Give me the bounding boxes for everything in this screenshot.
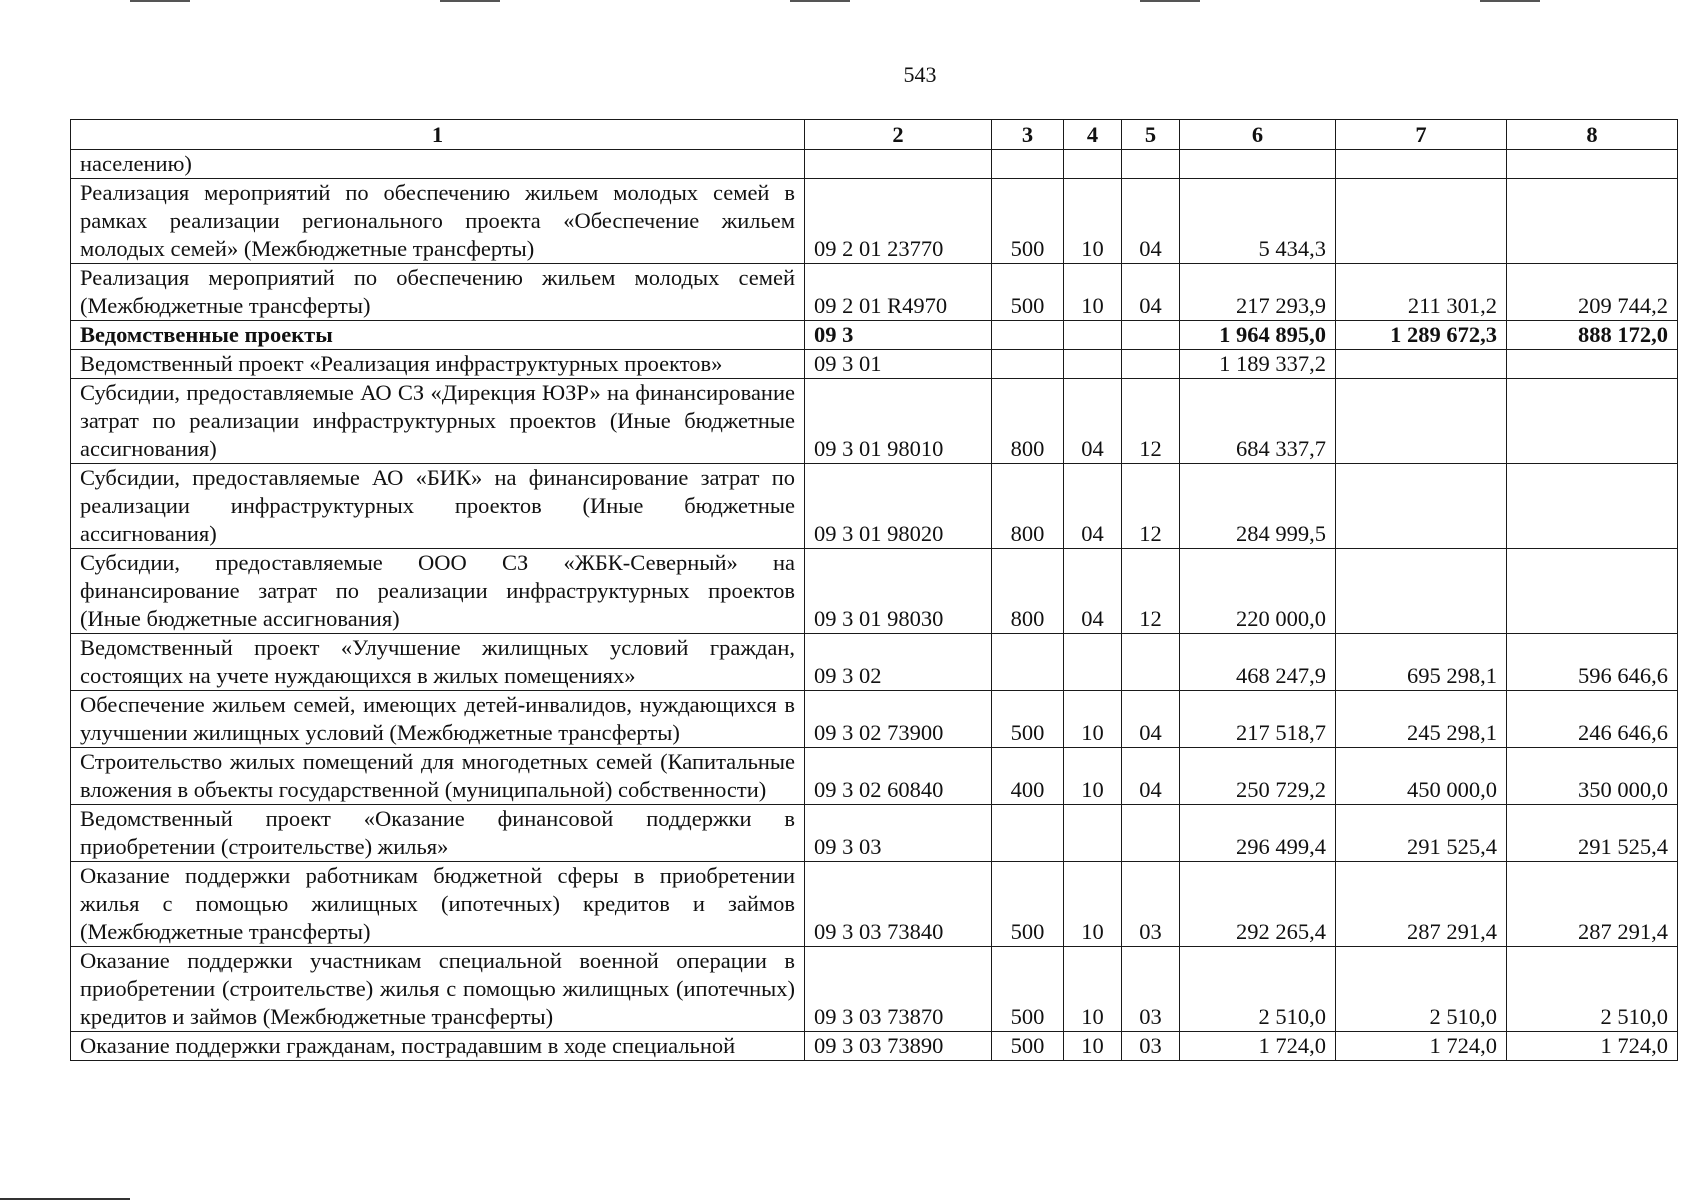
row-value-8 xyxy=(1507,379,1678,464)
table-row xyxy=(71,634,1678,691)
column-header: 1 xyxy=(71,120,805,150)
row-value-6: 250 729,2 xyxy=(1180,748,1336,805)
column-header: 7 xyxy=(1336,120,1507,150)
row-value-7: 695 298,1 xyxy=(1336,634,1507,691)
row-subsection: 12 xyxy=(1122,549,1180,634)
row-value-6: 292 265,4 xyxy=(1180,862,1336,947)
column-header: 6 xyxy=(1180,120,1336,150)
row-code: 09 3 02 60840 xyxy=(805,748,992,805)
row-subsection xyxy=(1122,150,1180,179)
row-code: 09 3 01 98010 xyxy=(805,379,992,464)
row-value-6 xyxy=(1180,150,1336,179)
row-type-code: 500 xyxy=(992,947,1064,1032)
row-value-8 xyxy=(1507,464,1678,549)
row-subsection: 03 xyxy=(1122,862,1180,947)
row-value-8: 287 291,4 xyxy=(1507,862,1678,947)
row-value-6: 2 510,0 xyxy=(1180,947,1336,1032)
row-description: Оказание поддержки участникам специальной военной операции в приобретении (строительстве) жилья с помощью жилищных (ипотечных) кредитов и займов (Межбюджетные трансферты) xyxy=(71,947,805,1032)
budget-table xyxy=(70,119,1678,1061)
row-value-7: 1 289 672,3 xyxy=(1336,321,1507,350)
row-description: Субсидии, предоставляемые АО «БИК» на финансирование затрат по реализации инфраструктурных проектов (Иные бюджетные ассигнования) xyxy=(71,464,805,549)
row-description: Ведомственный проект «Улучшение жилищных условий граждан, состоящих на учете нуждающихся в жилых помещениях» xyxy=(71,634,805,691)
row-value-7: 287 291,4 xyxy=(1336,862,1507,947)
scan-top-rule xyxy=(1480,0,1540,2)
row-section: 04 xyxy=(1064,464,1122,549)
table-body xyxy=(71,150,1678,1061)
page-number: 543 xyxy=(903,62,937,87)
row-value-8: 246 646,6 xyxy=(1507,691,1678,748)
row-subsection: 03 xyxy=(1122,1032,1180,1061)
column-header: 4 xyxy=(1064,120,1122,150)
table-row xyxy=(71,947,1678,1032)
row-type-code xyxy=(992,634,1064,691)
column-header: 3 xyxy=(992,120,1064,150)
row-section: 10 xyxy=(1064,264,1122,321)
row-section: 10 xyxy=(1064,748,1122,805)
table-row xyxy=(71,1032,1678,1061)
row-value-8: 350 000,0 xyxy=(1507,748,1678,805)
row-value-6: 684 337,7 xyxy=(1180,379,1336,464)
table-row xyxy=(71,350,1678,379)
column-header: 2 xyxy=(805,120,992,150)
row-subsection: 04 xyxy=(1122,748,1180,805)
row-subsection: 03 xyxy=(1122,947,1180,1032)
row-value-7 xyxy=(1336,464,1507,549)
row-description: Оказание поддержки работникам бюджетной сферы в приобретении жилья с помощью жилищных (ипотечных) кредитов и займов (Межбюджетные трансферты) xyxy=(71,862,805,947)
row-code: 09 2 01 23770 xyxy=(805,179,992,264)
row-description: Реализация мероприятий по обеспечению жильем молодых семей в рамках реализации регионального проекта «Обеспечение жильем молодых семей» (Межбюджетные трансферты) xyxy=(71,179,805,264)
row-type-code: 500 xyxy=(992,264,1064,321)
table-row xyxy=(71,264,1678,321)
row-value-7: 291 525,4 xyxy=(1336,805,1507,862)
row-value-8 xyxy=(1507,179,1678,264)
row-subsection xyxy=(1122,321,1180,350)
row-value-8: 291 525,4 xyxy=(1507,805,1678,862)
row-value-6: 468 247,9 xyxy=(1180,634,1336,691)
row-code: 09 2 01 R4970 xyxy=(805,264,992,321)
row-subsection xyxy=(1122,805,1180,862)
row-subsection: 04 xyxy=(1122,691,1180,748)
row-value-6: 217 518,7 xyxy=(1180,691,1336,748)
row-section: 04 xyxy=(1064,549,1122,634)
row-value-7: 1 724,0 xyxy=(1336,1032,1507,1061)
row-code: 09 3 03 xyxy=(805,805,992,862)
row-subsection: 04 xyxy=(1122,264,1180,321)
row-value-7: 2 510,0 xyxy=(1336,947,1507,1032)
row-subsection: 12 xyxy=(1122,464,1180,549)
row-value-8 xyxy=(1507,350,1678,379)
row-value-6: 1 964 895,0 xyxy=(1180,321,1336,350)
row-code: 09 3 01 98020 xyxy=(805,464,992,549)
row-description: Ведомственные проекты xyxy=(71,321,805,350)
row-subsection xyxy=(1122,634,1180,691)
row-value-7 xyxy=(1336,150,1507,179)
column-header: 8 xyxy=(1507,120,1678,150)
row-value-8: 888 172,0 xyxy=(1507,321,1678,350)
row-value-8: 2 510,0 xyxy=(1507,947,1678,1032)
row-description: Обеспечение жильем семей, имеющих детей-инвалидов, нуждающихся в улучшении жилищных условий (Межбюджетные трансферты) xyxy=(71,691,805,748)
row-section xyxy=(1064,321,1122,350)
row-code: 09 3 03 73890 xyxy=(805,1032,992,1061)
table-row xyxy=(71,748,1678,805)
row-code: 09 3 01 xyxy=(805,350,992,379)
row-value-7 xyxy=(1336,379,1507,464)
row-value-7: 245 298,1 xyxy=(1336,691,1507,748)
row-value-7 xyxy=(1336,549,1507,634)
row-section: 10 xyxy=(1064,862,1122,947)
row-value-7: 211 301,2 xyxy=(1336,264,1507,321)
row-section: 10 xyxy=(1064,1032,1122,1061)
row-value-8: 596 646,6 xyxy=(1507,634,1678,691)
row-code: 09 3 xyxy=(805,321,992,350)
row-value-6: 1 189 337,2 xyxy=(1180,350,1336,379)
row-type-code: 800 xyxy=(992,549,1064,634)
row-value-6: 284 999,5 xyxy=(1180,464,1336,549)
scan-top-rule xyxy=(440,0,500,2)
row-value-6: 217 293,9 xyxy=(1180,264,1336,321)
row-description: Реализация мероприятий по обеспечению жильем молодых семей (Межбюджетные трансферты) xyxy=(71,264,805,321)
table-row xyxy=(71,321,1678,350)
row-code: 09 3 02 73900 xyxy=(805,691,992,748)
row-section: 10 xyxy=(1064,179,1122,264)
row-code xyxy=(805,150,992,179)
header-row xyxy=(71,120,1678,150)
row-type-code: 500 xyxy=(992,691,1064,748)
row-subsection xyxy=(1122,350,1180,379)
table-row xyxy=(71,150,1678,179)
row-section xyxy=(1064,350,1122,379)
row-type-code: 500 xyxy=(992,179,1064,264)
table-row xyxy=(71,862,1678,947)
row-description: населению) xyxy=(71,150,805,179)
row-description: Субсидии, предоставляемые ООО СЗ «ЖБК-Северный» на финансирование затрат по реализации инфраструктурных проектов (Иные бюджетные ассигнования) xyxy=(71,549,805,634)
scan-top-rule xyxy=(1140,0,1200,2)
row-value-6: 296 499,4 xyxy=(1180,805,1336,862)
row-type-code: 500 xyxy=(992,1032,1064,1061)
table-row xyxy=(71,691,1678,748)
row-type-code: 500 xyxy=(992,862,1064,947)
scan-top-rule xyxy=(790,0,850,2)
row-description: Ведомственный проект «Реализация инфраструктурных проектов» xyxy=(71,350,805,379)
row-type-code xyxy=(992,150,1064,179)
row-value-8: 1 724,0 xyxy=(1507,1032,1678,1061)
table-row xyxy=(71,179,1678,264)
row-section xyxy=(1064,150,1122,179)
row-description: Ведомственный проект «Оказание финансовой поддержки в приобретении (строительстве) жилья» xyxy=(71,805,805,862)
row-section: 10 xyxy=(1064,691,1122,748)
row-description: Строительство жилых помещений для многодетных семей (Капитальные вложения в объекты государственной (муниципальной) собственности) xyxy=(71,748,805,805)
row-type-code xyxy=(992,805,1064,862)
row-code: 09 3 03 73870 xyxy=(805,947,992,1032)
table-row xyxy=(71,805,1678,862)
row-description: Субсидии, предоставляемые АО СЗ «Дирекция ЮЗР» на финансирование затрат по реализации инфраструктурных проектов (Иные бюджетные ассигнования) xyxy=(71,379,805,464)
row-value-8 xyxy=(1507,150,1678,179)
scan-top-rule xyxy=(130,0,190,2)
row-value-6: 220 000,0 xyxy=(1180,549,1336,634)
row-value-7 xyxy=(1336,179,1507,264)
row-code: 09 3 03 73840 xyxy=(805,862,992,947)
row-description: Оказание поддержки гражданам, пострадавшим в ходе специальной xyxy=(71,1032,805,1061)
row-code: 09 3 01 98030 xyxy=(805,549,992,634)
column-header: 5 xyxy=(1122,120,1180,150)
row-section xyxy=(1064,805,1122,862)
row-type-code: 400 xyxy=(992,748,1064,805)
row-value-8 xyxy=(1507,549,1678,634)
row-section xyxy=(1064,634,1122,691)
row-code: 09 3 02 xyxy=(805,634,992,691)
row-value-7: 450 000,0 xyxy=(1336,748,1507,805)
row-section: 04 xyxy=(1064,379,1122,464)
row-section: 10 xyxy=(1064,947,1122,1032)
row-value-8: 209 744,2 xyxy=(1507,264,1678,321)
table-row xyxy=(71,464,1678,549)
table-row xyxy=(71,549,1678,634)
row-value-7 xyxy=(1336,350,1507,379)
row-subsection: 04 xyxy=(1122,179,1180,264)
row-type-code: 800 xyxy=(992,379,1064,464)
row-type-code xyxy=(992,321,1064,350)
row-value-6: 1 724,0 xyxy=(1180,1032,1336,1061)
row-subsection: 12 xyxy=(1122,379,1180,464)
row-type-code xyxy=(992,350,1064,379)
row-type-code: 800 xyxy=(992,464,1064,549)
row-value-6: 5 434,3 xyxy=(1180,179,1336,264)
table-row xyxy=(71,379,1678,464)
